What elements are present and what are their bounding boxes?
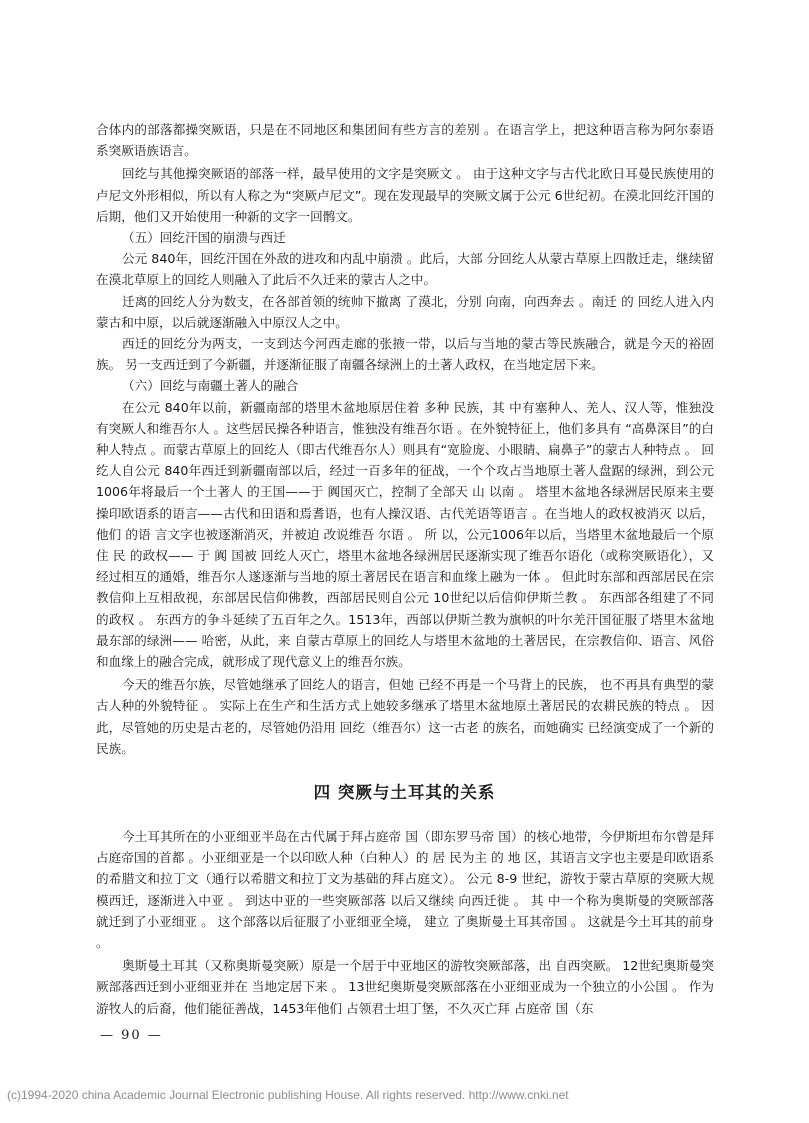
subheading-southern-xinjiang-fusion: （六）回纥与南疆土著人的融合 [122,378,299,394]
section-title: 四 突厥与土耳其的关系 [313,783,496,802]
subheading-collapse-migration: （五）回纥汗国的崩溃与西迁 [122,230,286,246]
paragraph-840-collapse: 公元 840年，回纥汗国在外敌的进攻和内乱中崩溃 。此后，大部 分回纥人从蒙古草原上四散迁走，继续留在漠北草原上的回纥人则融入了此后不久迁来的蒙古人之中。 [96,251,714,288]
copyright-footer: (c)1994-2020 china Academic Journal Electronic publishing House. All rights reserved. http://www.cnki.net [7,1088,569,1102]
paragraph-two-branches: 西迁的回纥分为两支，一支到达今河西走廊的张掖一带，以后与当地的蒙古等民族融合，就是今天的裕固族。 另一支西迁到了今新疆，并逐渐征服了南疆各绿洲上的土著人政权，在当地定居下来。 [96,336,714,373]
paragraph-continued: 合体内的部落都操突厥语，只是在不同地区和集团间有些方言的差别 。在语言学上，把这种语言称为阿尔泰语系突厥语族语言。 [96,122,714,159]
paragraph-ottoman: 奥斯曼土耳其（又称奥斯曼突厥）原是一个居于中亚地区的游牧突厥部落，出 自西突厥。 12世纪奥斯曼突厥部落西迁到小亚细亚并在 当地定居下来 。 13世纪奥斯曼突厥部落在小亚细亚成为一个独立的小公国 。 作为游牧人的后裔，他们能征善战，1453年他们 占领君士坦丁堡，不久灭亡拜 占庭帝 国（东 [96,958,714,1016]
body-text-upper [96,119,714,759]
paragraph-dispersal: 迁离的回纥人分为数支，在各部首领的统帅下撤离 了漠北，分别 向南，向西奔去 。南迁 的 回纥人进入内蒙古和中原，以后就逐渐融入中原汉人之中。 [96,293,714,330]
body-text-section-four [96,826,714,1019]
paragraph-asia-minor: 今土耳其所在的小亚细亚半岛在古代属于拜占庭帝 国（即东罗马帝 国）的核心地带，今伊斯坦布尔曾是拜占庭帝国的首都 。小亚细亚是一个以印欧人种（白种人）的 居 民为主 的 地 区，其语言文字也主要是印欧语系的希腊文和拉丁文（通行以希腊文和拉丁文为基础的拜占庭文）。 公元 8-9 世纪，游牧于蒙古草原的突厥大规模西迁，逐渐进入中亚 。 到达中亚的一些突厥部落 以后又继续 向西迁徙 。 其 中一个称为奥斯曼的突厥部落就迁到了小亚细亚 。 这个部落以后征服了小亚细亚全境， 建立 了奥斯曼土耳其帝国 。 这就是今土耳其的前身 。 [96,829,714,951]
paragraph-tarim-history: 在公元 840年以前，新疆南部的塔里木盆地原居住着 多种 民族，其 中有塞种人、羌人、汉人等，惟独没有突厥人和维吾尔人 。这些居民操各种语言，惟独没有维吾尔语 。在外貌特征上，他们多具有 “高鼻深目”的白种人特点 。而蒙古草原上的回纥人（即古代维吾尔人）则具有“宽脸庞、小眼睛、扁鼻子”的蒙古人种特点 。 回纥人自公元 840年西迁到新疆南部以后，经过一百多年的征战，一个个攻占当地原土著人盘踞的绿洲，到公元 1006年将最后一个土著人 的王国——于 阗国灭亡，控制了全部天 山 以南 。 塔里木盆地各绿洲居民原来主要操印欧语系的语言——古代和田语和焉耆语，也有人操汉语、古代羌语等语言 。在当地人的政权被消灭 以后，他们 的语 言文字也被逐渐消灭，并被迫 改说维吾 尔语 。 所 以，公元1006年以后，当塔里木盆地最后一个原住 民 的政权—— 于 阗 国被 回纥人灭亡，塔里木盆地各绿洲居民逐渐实现了维吾尔语化（或称突厥语化），又经过相互的通婚，维吾尔人遂逐渐与当地的原土著居民在语言和血缘上融为一体 。 但此时东部和西部居民在宗教信仰上互相敌视，东部居民信仰佛教，西部居民则自公元 10世纪以后信仰伊斯兰教 。 东西部各组建了不同的政权 。 东西方的争斗延续了五百年之久。1513年，西部以伊斯兰教为旗帜的叶尔羌汗国征服了塔里木盆地最东部的绿洲—— 哈密，从此，来 自蒙古草原上的回纥人与塔里木盆地的土著居民，在宗教信仰、语言、风俗和血缘上的融合完成，就形成了现代意义上的维吾尔族。 [96,399,714,670]
paragraph-modern-uyghur: 今天的维吾尔族，尽管她继承了回纥人的语言，但她 已经不再是一个马背上的民族， 也不再具有典型的蒙古人种的外貌特征 。 实际上在生产和生活方式上她较多继承了塔里木盆地原土著居民的农耕民族的特点 。 因此，尽管她的历史是古老的，尽管她仍沿用 回纥（维吾尔）这一古老 的族名，而她确实 已经演变成了一个新的民族。 [96,677,714,756]
page-number: — 90 — [100,1028,163,1043]
paragraph-writing-system: 回纥与其他操突厥语的部落一样，最早使用的文字是突厥文 。 由于这种文字与古代北欧日耳曼民族使用的卢尼文外形相似，所以有人称之为“突厥卢尼文”。现在发现最早的突厥文属于公元 6世纪初。在漠北回纥汗国的后期，他们又开始使用一种新的文字一回鹘文。 [96,166,714,224]
